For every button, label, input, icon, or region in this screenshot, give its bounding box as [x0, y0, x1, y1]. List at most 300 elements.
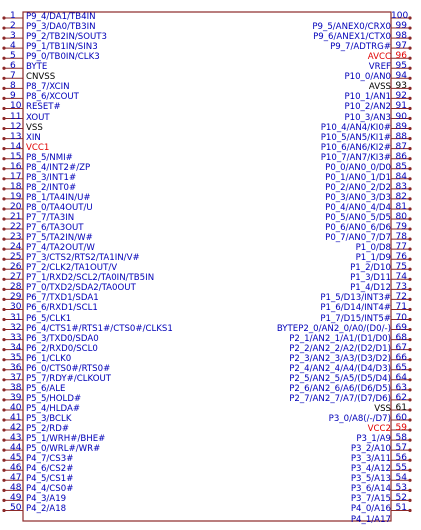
pin-end-dot: [408, 368, 411, 371]
pin-number: 2: [10, 21, 16, 32]
pin-number: 48: [10, 483, 22, 494]
pin-name: P2_7/AN2_7/A7/(D7/D6): [289, 393, 391, 404]
pin-name: P5_2/RD#: [26, 424, 70, 435]
pin-name: P7_0/TXD2/SDA2/TA0OUT: [26, 283, 136, 294]
pin-name: P3_6/A14: [350, 484, 391, 495]
pin-end-dot: [2, 408, 5, 411]
pin-name: P0_6/AN0_6/D6: [325, 223, 391, 234]
pin-end-dot: [2, 418, 5, 421]
pin-name: P9_4/DA1/TB4IN: [26, 12, 96, 22]
pin-end-dot: [408, 489, 411, 492]
pin-number: 5: [10, 51, 16, 62]
pin-name: P2_6/AN2_6/A6/(D6/D5): [289, 383, 391, 394]
pin-name: P5_0/WRL#/WR#: [26, 444, 101, 455]
pin-end-dot: [408, 127, 411, 130]
pin-name: P0_2/AN0_2/D2: [325, 182, 391, 193]
pin-number: 38: [10, 382, 22, 393]
pin-end-dot: [408, 378, 411, 381]
pin-number: 10: [10, 101, 22, 112]
pin-end-dot: [2, 238, 5, 241]
pin-end-dot: [408, 358, 411, 361]
pin-number: 84: [395, 171, 407, 182]
pin-end-dot: [408, 318, 411, 321]
pin-end-dot: [2, 227, 5, 230]
pin-name: P1_1/D9: [355, 253, 391, 264]
pin-end-dot: [2, 368, 5, 371]
pin-name: BYTE: [26, 62, 48, 73]
pin-name: P8_3/INT1#: [26, 172, 77, 183]
pin-number: 8: [10, 81, 16, 92]
pin-end-dot: [2, 16, 5, 19]
pin-number: 11: [10, 111, 22, 122]
pin-number: 74: [395, 272, 407, 283]
pin-number: 18: [10, 181, 22, 192]
pin-end-dot: [2, 268, 5, 271]
pin-end-dot: [408, 97, 411, 100]
pin-number: 72: [395, 292, 407, 303]
pin-end-dot: [408, 157, 411, 160]
pin-end-dot: [2, 187, 5, 190]
pin-name: P8_2/INT0#: [26, 182, 77, 193]
pin-name: P6_1/CLK0: [26, 353, 72, 364]
pin-end-dot: [2, 298, 5, 301]
pin-name: P4_2/A18: [26, 504, 67, 515]
pin-end-dot: [2, 489, 5, 492]
pin-number: 9: [10, 91, 16, 102]
pin-number: 33: [10, 332, 22, 343]
pin-name: P5_6/ALE: [26, 383, 66, 394]
pin-name: P10_5/AN5/KI1#: [320, 132, 391, 143]
pin-name: P6_5/CLK1: [26, 313, 72, 324]
pin-number: 25: [10, 252, 22, 263]
pin-number: 65: [395, 362, 407, 373]
pin-number: 42: [10, 423, 22, 434]
pin-name: P1_0/D8: [355, 243, 391, 254]
pin-number: 27: [10, 272, 22, 283]
pin-number: 6: [10, 61, 16, 72]
pin-name: P7_1/RXD2/SCL2/TA0IN/TB5IN: [26, 273, 155, 284]
pin-number: 47: [10, 473, 22, 484]
pin-name: P6_3/TXD0/SDA0: [26, 333, 99, 344]
pin-name: P9_1/TB1IN/SIN3: [26, 42, 98, 53]
pin-name: P7_4/TA2OUT/W: [26, 243, 95, 254]
pin-number: 36: [10, 362, 22, 373]
pin-end-dot: [2, 167, 5, 170]
pin-end-dot: [408, 37, 411, 40]
pin-number: 3: [10, 31, 16, 42]
pin-number: 16: [10, 161, 22, 172]
pin-number: 23: [10, 232, 22, 243]
pin-end-dot: [408, 26, 411, 29]
pin-number: 49: [10, 493, 22, 504]
pin-number: 12: [10, 121, 22, 132]
pin-number: 35: [10, 352, 22, 363]
pin-name: P4_5/CS1#: [26, 474, 74, 485]
pin-end-dot: [408, 348, 411, 351]
pin-number: 92: [395, 91, 407, 102]
pin-end-dot: [2, 378, 5, 381]
pin-name: P7_3/CTS2/RTS2/TA1IN/V#: [26, 253, 140, 264]
pin-end-dot: [408, 268, 411, 271]
pin-number: 85: [395, 161, 407, 172]
pin-end-dot: [408, 197, 411, 200]
pin-number: 96: [395, 51, 407, 62]
pin-name: P5_3/BCLK: [26, 414, 72, 424]
pin-name: P0_5/AN0_5/D5: [325, 213, 391, 223]
pin-end-dot: [408, 248, 411, 251]
pin-end-dot: [2, 318, 5, 321]
pin-end-dot: [2, 147, 5, 150]
pin-number: 63: [395, 382, 407, 393]
pin-end-dot: [2, 348, 5, 351]
pin-number: 15: [10, 151, 22, 162]
pin-name: P4_7/CS3#: [26, 454, 74, 465]
pin-number: 99: [395, 21, 407, 32]
pin-number: 80: [395, 212, 407, 222]
pin-name: P9_2/TB2IN/SOUT3: [26, 32, 108, 43]
pin-end-dot: [408, 499, 411, 502]
pin-number: 60: [395, 413, 407, 423]
pin-name: P10_1/AN1: [344, 92, 391, 103]
pin-end-dot: [2, 197, 5, 200]
pin-name: P9_0/TB0IN/CLK3: [26, 52, 100, 63]
pin-end-dot: [2, 358, 5, 361]
pin-end-dot: [408, 439, 411, 442]
pin-end-dot: [408, 87, 411, 90]
pin-name: P10_4/AN4/KI0#: [320, 122, 391, 133]
pin-name: P7_5/TA2IN/W#: [26, 233, 93, 244]
pin-end-dot: [408, 308, 411, 311]
pin-name: P1_4/D12: [350, 283, 391, 294]
pin-end-dot: [408, 137, 411, 140]
pin-number: 55: [395, 463, 407, 474]
pin-end-dot: [2, 398, 5, 401]
pin-name: P6_0/CTS0#/RTS0#: [26, 363, 111, 374]
pin-number: 44: [10, 443, 22, 454]
pin-name: P0_7/AN0_7/D7: [325, 233, 391, 244]
pin-number: 86: [395, 151, 407, 162]
pin-number: 91: [395, 101, 407, 112]
pin-number: 1: [10, 11, 16, 21]
pin-end-dot: [408, 388, 411, 391]
pin-end-dot: [408, 479, 411, 482]
pin-number: 22: [10, 222, 22, 233]
pin-end-dot: [2, 388, 5, 391]
pin-end-dot: [2, 509, 5, 512]
pin-name: P0_4/AN0_4/D4: [325, 202, 391, 213]
pin-name: VCC2: [367, 424, 391, 435]
pin-number: 50: [10, 503, 22, 514]
pin-number: 45: [10, 453, 22, 464]
pin-number: 69: [395, 322, 407, 333]
pin-end-dot: [408, 469, 411, 472]
pin-name: P4_3/A19: [26, 494, 67, 505]
pin-number: 54: [395, 473, 407, 484]
pin-end-dot: [2, 26, 5, 29]
pin-end-dot: [2, 47, 5, 50]
pin-number: 71: [395, 302, 407, 313]
pin-end-dot: [2, 137, 5, 140]
pin-end-dot: [408, 428, 411, 431]
pin-end-dot: [408, 67, 411, 70]
pin-name: P3_2/A10: [350, 444, 391, 455]
pin-end-dot: [2, 258, 5, 261]
pin-number: 58: [395, 433, 407, 444]
pin-name: P4_6/CS2#: [26, 464, 74, 475]
pin-name: RESET#: [26, 102, 61, 113]
pin-number: 66: [395, 352, 407, 363]
pin-number: 41: [10, 413, 22, 423]
pin-number: 76: [395, 252, 407, 263]
pin-number: 7: [10, 71, 16, 82]
pin-end-dot: [408, 328, 411, 331]
pin-end-dot: [2, 499, 5, 502]
pin-end-dot: [408, 418, 411, 421]
pin-end-dot: [2, 117, 5, 120]
pin-name: P1_3/D11: [350, 273, 391, 284]
pin-end-dot: [408, 227, 411, 230]
pin-number: 52: [395, 493, 407, 504]
pin-name: P2_4/AN2_4/A4/(D4/D3): [289, 363, 391, 374]
pin-name: P5_5/HOLD#: [26, 393, 82, 404]
pin-number: 34: [10, 342, 22, 353]
pin-number: 31: [10, 312, 22, 323]
pin-name: P1_7/D15/INT5#: [320, 313, 391, 324]
pin-name: P10_7/AN7/KI3#: [320, 152, 391, 163]
pin-number: 90: [395, 111, 407, 122]
pin-end-dot: [2, 308, 5, 311]
pin-number: 46: [10, 463, 22, 474]
pin-number: 87: [395, 141, 407, 152]
pin-name: P0_0/AN0_0/D0: [325, 162, 391, 173]
pin-end-dot: [2, 479, 5, 482]
pin-number: 70: [395, 312, 407, 323]
pin-name: P0_1/AN0_1/D1: [325, 172, 391, 183]
pin-end-dot: [408, 207, 411, 210]
pin-end-dot: [408, 449, 411, 452]
pin-end-dot: [408, 77, 411, 80]
pin-name: VCC1: [26, 142, 50, 153]
pin-number: 37: [10, 372, 22, 383]
pin-end-dot: [2, 338, 5, 341]
pin-name: XOUT: [26, 112, 50, 123]
pin-end-dot: [408, 177, 411, 180]
pin-name: P7_6/TA3OUT: [26, 223, 84, 234]
pin-end-dot: [408, 288, 411, 291]
pin-end-dot: [2, 328, 5, 331]
pin-number: 100: [391, 11, 409, 21]
pin-end-dot: [2, 127, 5, 130]
pin-name: P4_0/A16: [350, 504, 391, 515]
pin-end-dot: [408, 147, 411, 150]
pin-number: 89: [395, 121, 407, 132]
pin-name: P3_1/A9: [356, 434, 391, 445]
pin-number: 73: [395, 282, 407, 293]
pin-name: VSS: [26, 122, 43, 133]
pin-name: P6_2/RXD0/SCL0: [26, 343, 98, 354]
pin-name: P1_2/D10: [350, 263, 391, 274]
pin-number: 78: [395, 232, 407, 243]
pin-end-dot: [2, 87, 5, 90]
pin-number: 13: [10, 131, 22, 142]
pin-name: CNVSS: [26, 72, 56, 83]
pin-number: 14: [10, 141, 22, 152]
pin-end-dot: [408, 167, 411, 170]
pin-name: AVCC: [367, 52, 391, 63]
pin-end-dot: [408, 238, 411, 241]
pin-number: 19: [10, 191, 22, 202]
pin-name: P7_2/CLK2/TA1OUT/V: [26, 263, 118, 274]
pin-end-dot: [2, 439, 5, 442]
pin-number: 94: [395, 71, 407, 82]
pin-name: P1_6/D14/INT4#: [320, 303, 391, 314]
pin-name: P8_6/XCOUT: [26, 92, 79, 103]
pin-end-dot: [2, 107, 5, 110]
pin-name: P1_5/D13/INT3#: [320, 293, 391, 304]
pin-number: 79: [395, 222, 407, 233]
pin-number: 68: [395, 332, 407, 343]
pin-name: P3_3/A11: [350, 454, 391, 465]
pin-end-dot: [2, 77, 5, 80]
pin-name: P8_1/TA4IN/U#: [26, 192, 91, 203]
pin-end-dot: [408, 107, 411, 110]
pin-name: P8_7/XCIN: [26, 82, 70, 93]
pin-number: 51: [395, 503, 407, 514]
pin-number: 93: [395, 81, 407, 92]
pin-name: P4_4/CS0#: [26, 484, 74, 495]
pin-name: P9_3/DA0/TB3IN: [26, 22, 96, 33]
pin-end-dot: [408, 298, 411, 301]
pin-end-dot: [2, 459, 5, 462]
pin-end-dot: [2, 57, 5, 60]
pin-end-dot: [2, 278, 5, 281]
pin-name: P10_3/AN3: [344, 112, 391, 123]
pin-end-dot: [408, 217, 411, 220]
pin-number: 32: [10, 322, 22, 333]
pin-name: P9_5/ANEX0/CRX0: [312, 22, 391, 33]
pin-number: 77: [395, 242, 407, 253]
pin-name: P5_7/RDY#/CLKOUT: [26, 373, 112, 384]
pin-number: 59: [395, 423, 407, 434]
pin-end-dot: [408, 338, 411, 341]
pin-name: BYTEP2_0/AN2_0/A0/(D0/-): [276, 323, 391, 334]
pin-number: 40: [10, 402, 22, 413]
pin-number: 61: [395, 402, 407, 413]
pin-name: P5_4/HLDA#: [26, 403, 81, 414]
pin-number: 81: [395, 201, 407, 212]
pin-end-dot: [2, 207, 5, 210]
pin-end-dot: [408, 16, 411, 19]
pin-number: 95: [395, 61, 407, 72]
pin-end-dot: [408, 278, 411, 281]
pin-name: P0_3/AN0_3/D3: [325, 192, 391, 203]
pin-number: 53: [395, 483, 407, 494]
pin-number: 97: [395, 41, 407, 52]
pin-end-dot: [2, 449, 5, 452]
pin-name: P8_5/NMI#: [26, 152, 73, 163]
pin-number: 56: [395, 453, 407, 464]
pin-end-dot: [408, 459, 411, 462]
pin-number: 39: [10, 392, 22, 403]
pin-end-dot: [408, 258, 411, 261]
pin-name: XIN: [26, 132, 41, 143]
pin-end-dot: [2, 288, 5, 291]
pin-number: 4: [10, 41, 16, 52]
pin-name: P9_6/ANEX1/CTX0: [313, 32, 391, 43]
pin-number: 28: [10, 282, 22, 293]
pin-name: P2_2/AN2_2/A2/(D2/D1): [289, 343, 391, 354]
pin-number: 98: [395, 31, 407, 42]
pin-end-dot: [2, 157, 5, 160]
pin-name: P8_0/TA4OUT/U: [26, 202, 93, 213]
pin-end-dot: [2, 428, 5, 431]
pin-name: P2_3/AN2_3/A3/(D3/D2): [289, 353, 391, 364]
pin-name: P7_7/TA3IN: [26, 213, 75, 223]
pin-number: 75: [395, 262, 407, 273]
pin-name: VREF: [368, 62, 391, 73]
pin-end-dot: [408, 47, 411, 50]
pin-number: 26: [10, 262, 22, 273]
pin-end-dot: [2, 217, 5, 220]
pin-end-dot: [2, 37, 5, 40]
pin-name: P3_0/A8(/-/D7): [328, 414, 391, 424]
pin-number: 17: [10, 171, 22, 182]
pin-name: P6_6/RXD1/SCL1: [26, 303, 98, 314]
pin-end-dot: [2, 97, 5, 100]
pin-number: 30: [10, 302, 22, 313]
pin-name: P8_4/INT2#/ZP: [26, 162, 91, 173]
pin-end-dot: [408, 398, 411, 401]
pin-number: 20: [10, 201, 22, 212]
pin-end-dot: [408, 408, 411, 411]
pin-name: P2_5/AN2_5/A5/(D5/D4): [289, 373, 391, 384]
pin-end-dot: [408, 509, 411, 512]
pin-number: 88: [395, 131, 407, 142]
pin-name: P10_0/AN0: [344, 72, 391, 83]
pin-number: 82: [395, 191, 407, 202]
pin-number: 64: [395, 372, 407, 383]
pin-name: P4_1/A17: [350, 514, 391, 525]
pin-end-dot: [2, 177, 5, 180]
pin-name: P5_1/WRH#/BHE#: [26, 434, 106, 445]
pin-end-dot: [408, 117, 411, 120]
pin-name: P6_7/TXD1/SDA1: [26, 293, 99, 304]
pin-number: 21: [10, 212, 22, 222]
pin-name: P3_5/A13: [350, 474, 391, 485]
pin-number: 62: [395, 392, 407, 403]
pin-end-dot: [2, 469, 5, 472]
pin-name: P10_2/AN2: [344, 102, 391, 113]
pin-end-dot: [2, 248, 5, 251]
pin-end-dot: [408, 187, 411, 190]
pin-name: P2_1/AN2_1/A1/(D1/D0): [289, 333, 391, 344]
pin-name: P3_4/A12: [350, 464, 391, 475]
pin-number: 43: [10, 433, 22, 444]
pin-name: P6_4/CTS1#/RTS1#/CTS0#/CLKS1: [26, 323, 173, 334]
pin-name: VSS: [374, 403, 391, 414]
pin-number: 29: [10, 292, 22, 303]
pin-name: P3_7/A15: [350, 494, 391, 505]
pin-name: AVSS: [368, 82, 391, 93]
pin-number: 67: [395, 342, 407, 353]
pin-name: P10_6/AN6/KI2#: [320, 142, 391, 153]
pin-name: P9_7/ADTRG#: [330, 42, 391, 53]
pin-end-dot: [408, 57, 411, 60]
pin-end-dot: [2, 67, 5, 70]
pin-number: 83: [395, 181, 407, 192]
pin-number: 24: [10, 242, 22, 253]
pin-number: 57: [395, 443, 407, 454]
